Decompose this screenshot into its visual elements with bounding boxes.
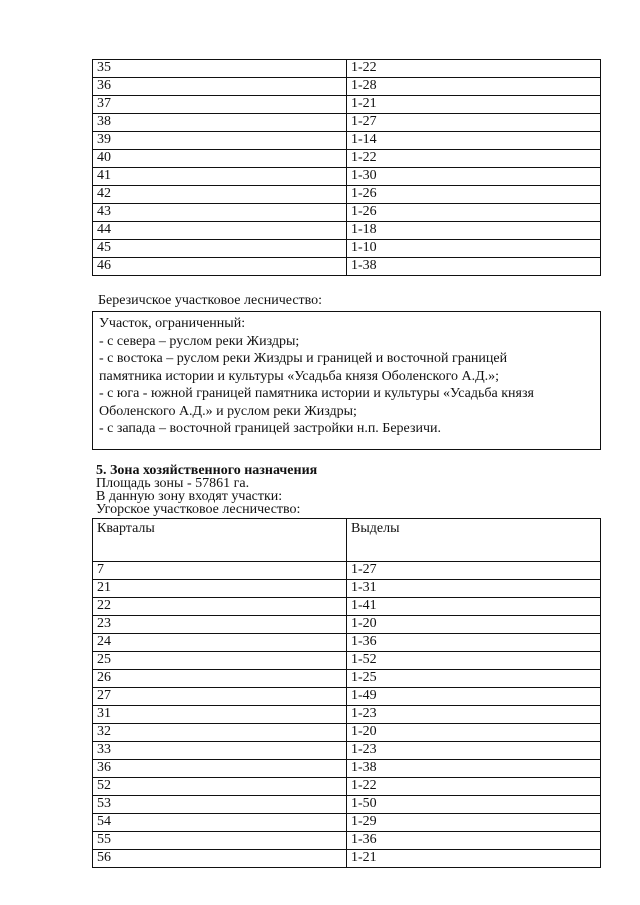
table-row xyxy=(93,580,601,598)
table-row xyxy=(93,814,601,832)
header-quarters: Кварталы xyxy=(93,519,347,562)
table-row xyxy=(93,778,601,796)
quarter-cell: 7 xyxy=(93,562,347,580)
table-row xyxy=(93,670,601,688)
boundary-line: - с юга - южной границей памятника истории и культуры «Усадьба князя xyxy=(99,386,534,401)
table-row xyxy=(93,60,601,78)
table-row xyxy=(93,222,601,240)
table-row xyxy=(93,132,601,150)
boundary-line: памятника истории и культуры «Усадьба князя Оболенского А.Д.»; xyxy=(99,368,500,384)
zone-area: Площадь зоны - 57861 га. xyxy=(96,476,250,491)
quarters-table-continued xyxy=(92,59,601,276)
quarter-cell: 22 xyxy=(93,598,347,616)
table-row xyxy=(93,168,601,186)
quarter-cell: 54 xyxy=(93,814,347,832)
table-row xyxy=(93,616,601,634)
plots-cell: 1-36 xyxy=(347,832,601,850)
table-row xyxy=(93,186,601,204)
plots-cell: 1-21 xyxy=(347,96,601,114)
plots-cell: 1-31 xyxy=(347,580,601,598)
quarter-cell: 33 xyxy=(93,742,347,760)
quarter-cell: 21 xyxy=(93,580,347,598)
quarter-cell: 31 xyxy=(93,706,347,724)
boundary-line: - с запада – восточной границей застройки н.п. Березичи. xyxy=(99,421,442,436)
quarter-cell: 56 xyxy=(93,850,347,868)
table-row xyxy=(93,652,601,670)
plots-cell: 1-21 xyxy=(347,850,601,868)
plots-cell: 1-25 xyxy=(347,670,601,688)
plots-cell: 1-18 xyxy=(347,222,601,240)
quarter-cell: 38 xyxy=(93,114,347,132)
zone-5-block xyxy=(96,464,317,516)
quarter-cell: 25 xyxy=(93,652,347,670)
plots-cell: 1-26 xyxy=(347,204,601,222)
table-row xyxy=(93,688,601,706)
quarter-cell: 45 xyxy=(93,240,347,258)
quarter-cell: 44 xyxy=(93,222,347,240)
table-row xyxy=(93,724,601,742)
quarter-cell: 52 xyxy=(93,778,347,796)
quarter-cell: 36 xyxy=(93,78,347,96)
plots-cell: 1-52 xyxy=(347,652,601,670)
boundary-line: Оболенского А.Д.» и руслом реки Жиздры; xyxy=(99,403,357,419)
quarter-cell: 41 xyxy=(93,168,347,186)
plots-cell: 1-36 xyxy=(347,634,601,652)
table-row xyxy=(93,114,601,132)
zone-quarters-table-body xyxy=(93,519,601,868)
quarter-cell: 43 xyxy=(93,204,347,222)
table-header-row xyxy=(93,519,601,562)
zone-includes: В данную зону входят участки: xyxy=(96,489,283,504)
zone-forestry: Угорское участковое лесничество: xyxy=(96,502,301,517)
quarter-cell: 27 xyxy=(93,688,347,706)
quarter-cell: 53 xyxy=(93,796,347,814)
plots-cell: 1-22 xyxy=(347,150,601,168)
plots-cell: 1-27 xyxy=(347,114,601,132)
plots-cell: 1-20 xyxy=(347,724,601,742)
plots-cell: 1-23 xyxy=(347,742,601,760)
quarter-cell: 39 xyxy=(93,132,347,150)
boundary-line: - с востока – руслом реки Жиздры и границей и восточной границей xyxy=(99,351,508,366)
table-row xyxy=(93,796,601,814)
table-row xyxy=(93,96,601,114)
quarter-cell: 40 xyxy=(93,150,347,168)
plots-cell: 1-26 xyxy=(347,186,601,204)
quarter-cell: 37 xyxy=(93,96,347,114)
boundary-description-box xyxy=(92,311,601,450)
plots-cell: 1-49 xyxy=(347,688,601,706)
zone-quarters-table xyxy=(92,518,601,868)
plots-cell: 1-30 xyxy=(347,168,601,186)
table-row xyxy=(93,850,601,868)
quarter-cell: 36 xyxy=(93,760,347,778)
plots-cell: 1-10 xyxy=(347,240,601,258)
quarter-cell: 35 xyxy=(93,60,347,78)
quarter-cell: 32 xyxy=(93,724,347,742)
plots-cell: 1-38 xyxy=(347,258,601,276)
boundary-line: Участок, ограниченный: xyxy=(99,316,246,331)
table-row xyxy=(93,204,601,222)
table-row xyxy=(93,706,601,724)
quarter-cell: 55 xyxy=(93,832,347,850)
quarter-cell: 46 xyxy=(93,258,347,276)
table-row xyxy=(93,258,601,276)
quarter-cell: 24 xyxy=(93,634,347,652)
plots-cell: 1-50 xyxy=(347,796,601,814)
plots-cell: 1-20 xyxy=(347,616,601,634)
zone-title: 5. Зона хозяйственного назначения xyxy=(96,463,318,478)
table-row xyxy=(93,598,601,616)
quarter-cell: 26 xyxy=(93,670,347,688)
table-row xyxy=(93,562,601,580)
plots-cell: 1-14 xyxy=(347,132,601,150)
table-row xyxy=(93,150,601,168)
table-row xyxy=(93,240,601,258)
plots-cell: 1-22 xyxy=(347,60,601,78)
plots-cell: 1-23 xyxy=(347,706,601,724)
table-row xyxy=(93,634,601,652)
quarter-cell: 42 xyxy=(93,186,347,204)
table-row xyxy=(93,832,601,850)
quarter-cell: 23 xyxy=(93,616,347,634)
plots-cell: 1-22 xyxy=(347,778,601,796)
berezichi-forestry-heading: Березичское участковое лесничество: xyxy=(98,293,323,308)
table-row xyxy=(93,78,601,96)
table-row xyxy=(93,760,601,778)
plots-cell: 1-27 xyxy=(347,562,601,580)
quarters-table-body xyxy=(93,60,601,276)
boundary-line: - с севера – руслом реки Жиздры; xyxy=(99,333,300,349)
plots-cell: 1-41 xyxy=(347,598,601,616)
header-plots: Выделы xyxy=(347,519,601,562)
plots-cell: 1-28 xyxy=(347,78,601,96)
plots-cell: 1-29 xyxy=(347,814,601,832)
table-row xyxy=(93,742,601,760)
plots-cell: 1-38 xyxy=(347,760,601,778)
